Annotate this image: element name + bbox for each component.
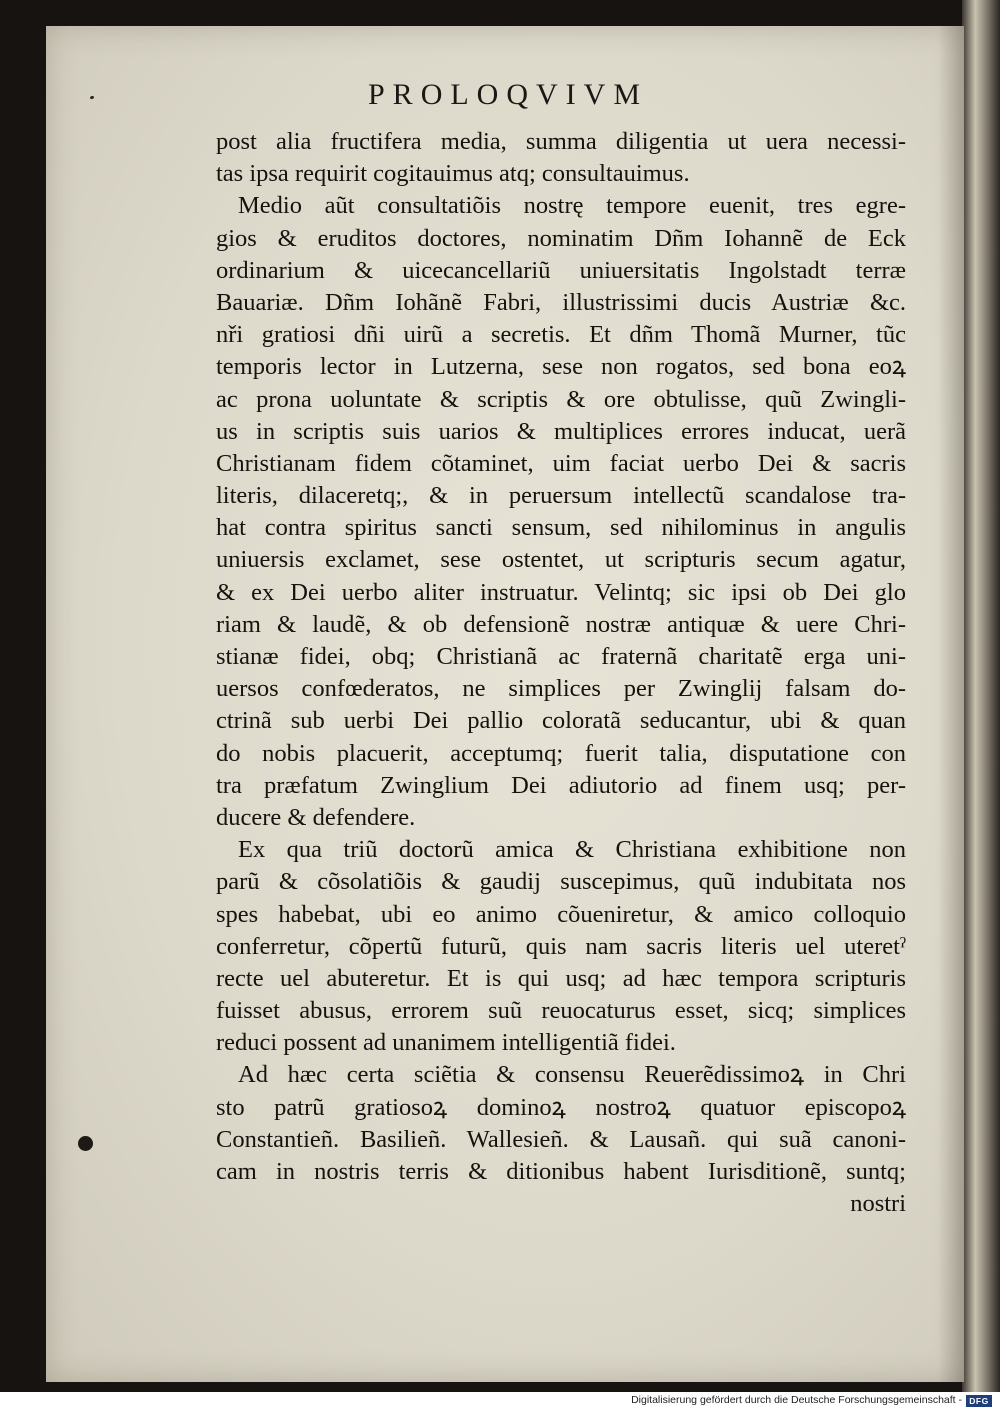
text-line: cam in nostris terris & ditionibus habent Iurisditionẽ, suntq; [216,1158,906,1185]
text-line: ac prona uoluntate & scriptis & ore obtulisse, quũ Zwingli- [216,385,906,413]
text-line: post alia fructifera media, summa diligentia ut uera necessi- [216,128,906,155]
text-line: temporis lector in Lutzerna, sese non rogatos, sed bona eoꝝ [216,353,906,381]
text-line: ducere & defendere. [216,803,416,831]
text-line: riam & laudẽ, & ob defensionẽ nostræ antiquæ & uere Chri- [216,610,906,638]
running-head: PROLOQVIVM [368,78,649,111]
text-line: ctrinã sub uerbi Dei pallio coloratã seducantur, ubi & quan [216,707,906,735]
text-line: sto patrũ gratiosoꝝ dominoꝝ nostroꝝ quatuor episcopoꝝ [216,1093,906,1121]
text-line: gios & eruditos doctores, nominatim Dñm Iohannẽ de Eck [216,224,906,252]
text-line: uersos confœderatos, ne simplices per Zwinglij falsam do- [216,675,906,703]
text-line: Ex qua triũ doctorũ amica & Christiana exhibitione non [238,836,906,864]
text-line: recte uel abuteretur. Et is qui usq; ad hæc tempora scripturis [216,964,906,992]
text-line: Christianam fidem cõtaminet, uim faciat uerbo Dei & sacris [216,449,906,477]
text-line: tas ipsa requirit cogitauimus atq; consultauimus. [216,160,690,188]
page-gutter-shadow [938,26,964,1382]
book-edge [962,0,1000,1392]
text-line: conferretur, cõpertũ futurũ, quis nam sacris literis uel uteretˀ [216,932,906,960]
text-line: spes habebat, ubi eo animo cõueniretur, & amico colloquio [216,900,906,928]
catchword: nostri [850,1190,906,1218]
text-line: uniuersis exclamet, sese ostentet, ut scripturis secum agatur, [216,546,906,574]
text-line: Constantieñ. Basilieñ. Wallesieñ. & Lausañ. qui suã canoni- [216,1125,906,1153]
text-line: & ex Dei uerbo aliter instruatur. Velintq; sic ipsi ob Dei glo [216,578,906,606]
text-line: do nobis placuerit, acceptumq; fuerit talia, disputatione con [216,739,906,767]
text-line: reduci possent ad unanimem intelligentiã fidei. [216,1029,676,1057]
body-text [216,126,906,1220]
footer-bar [0,1392,1000,1410]
text-line: us in scriptis suis uarios & multiplices errores inducat, uerã [216,417,906,445]
footer-credit: Digitalisierung gefördert durch die Deutsche Forschungsgemeinschaft - [631,1394,962,1406]
text-line: parũ & cõsolatiõis & gaudij suscepimus, quũ indubitata nos [216,868,906,896]
ink-blot [78,1136,93,1151]
text-line: literis, dilaceretq;, & in peruersum intellectũ scandalose tra- [216,482,906,510]
dfg-logo: DFG [966,1395,992,1407]
text-line: hat contra spiritus sancti sensum, sed nihilominus in angulis [216,514,906,542]
text-line: nři gratiosi dñi uirũ a secretis. Et dñm Thomã Murner, tũc [216,321,906,349]
text-line: Bauariæ. Dñm Iohãnẽ Fabri, illustrissimi ducis Austriæ &c. [216,288,906,316]
text-line: tra præfatum Zwinglium Dei adiutorio ad finem usq; per- [216,771,906,799]
text-line: Ad hæc certa sciẽtia & consensu Reuerẽdissimoꝝ in Chri [238,1061,906,1089]
text-line: fuisset abusus, errorem suũ reuocaturus esset, sicq; simplices [216,997,906,1025]
text-line: ordinarium & uicecancellariũ uniuersitatis Ingolstadt terræ [216,256,906,284]
text-line: Medio aũt consultatiõis nostrę tempore euenit, tres egre- [238,192,906,220]
text-line: stianæ fidei, obq; Christianã ac fraternã charitatẽ erga uni- [216,643,906,670]
